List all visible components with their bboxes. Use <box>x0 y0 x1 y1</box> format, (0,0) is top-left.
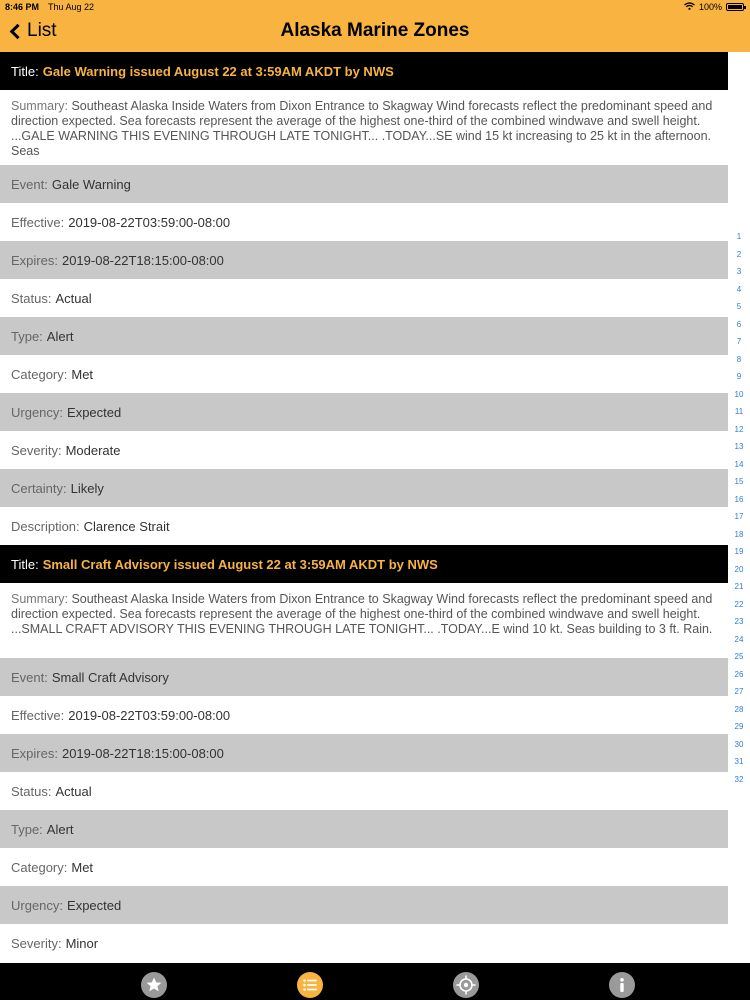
field-label: Description: <box>11 518 80 534</box>
field-label: Urgency: <box>11 897 64 913</box>
section-index-link[interactable]: 18 <box>734 529 744 539</box>
section-index-link[interactable]: 28 <box>734 704 744 714</box>
expires-value: 2019-08-22T18:15:00-08:00 <box>61 252 224 268</box>
tab-favorites[interactable] <box>141 972 167 998</box>
star-icon <box>141 972 167 998</box>
section-index-link[interactable]: 4 <box>736 284 742 294</box>
field-label: Type: <box>11 328 43 344</box>
section-index-link[interactable]: 16 <box>734 494 744 504</box>
certainty-row <box>0 469 728 507</box>
section-index-link[interactable]: 10 <box>734 389 744 399</box>
field-label: Title: <box>11 63 39 79</box>
effective-value: 2019-08-22T03:59:00-08:00 <box>68 214 231 230</box>
field-label: Title: <box>11 556 39 572</box>
section-index-link[interactable]: 11 <box>734 407 744 416</box>
status-value: Actual <box>55 783 92 799</box>
section-index-link[interactable]: 14 <box>734 459 744 469</box>
field-label: Summary: <box>11 99 68 113</box>
field-label: Expires: <box>11 745 58 761</box>
section-index-link[interactable]: 26 <box>734 669 744 679</box>
status-row <box>0 279 728 317</box>
field-label: Category: <box>11 859 68 875</box>
urgency-row <box>0 393 728 431</box>
category-row <box>0 848 728 886</box>
alert-title: Small Craft Advisory issued August 22 at 3:59AM AKDT by NWS <box>42 556 438 572</box>
section-index-link[interactable]: 24 <box>734 634 744 644</box>
tab-location[interactable] <box>453 972 479 998</box>
page-title: Alaska Marine Zones <box>280 20 470 41</box>
urgency-row <box>0 886 728 924</box>
section-index-link[interactable]: 8 <box>736 354 742 364</box>
severity-row <box>0 924 728 962</box>
field-label: Event: <box>11 669 48 685</box>
effective-row <box>0 696 728 734</box>
section-index-link[interactable]: 25 <box>734 652 744 661</box>
type-value: Alert <box>46 328 74 344</box>
event-row <box>0 165 728 203</box>
navigation-bar <box>0 14 750 52</box>
status-date: Thu Aug 22 <box>48 2 95 12</box>
category-row <box>0 355 728 393</box>
severity-row <box>0 431 728 469</box>
field-label: Expires: <box>11 252 58 268</box>
urgency-value: Expected <box>67 897 122 913</box>
section-index-link[interactable]: 9 <box>736 372 742 381</box>
status-time: 8:46 PM <box>5 2 40 12</box>
expires-row <box>0 241 728 279</box>
field-label: Summary: <box>11 592 68 606</box>
section-index-link[interactable]: 20 <box>734 564 744 574</box>
alert-title-row[interactable] <box>0 52 728 90</box>
alert-summary <box>0 90 728 165</box>
tab-list[interactable] <box>297 972 323 998</box>
alert-summary <box>0 583 728 658</box>
field-label: Certainty: <box>11 480 67 496</box>
section-index-link[interactable]: 3 <box>736 267 742 276</box>
section-index-link[interactable]: 29 <box>734 722 744 731</box>
battery-icon <box>726 3 744 11</box>
section-index-link[interactable]: 22 <box>734 599 744 609</box>
field-label: Category: <box>11 366 68 382</box>
status-bar <box>0 0 750 14</box>
section-index-link[interactable]: 15 <box>734 477 744 486</box>
section-index-link[interactable]: 1 <box>736 232 742 241</box>
section-index-link[interactable]: 5 <box>736 302 742 311</box>
section-index-link[interactable]: 17 <box>734 512 744 521</box>
section-index-link[interactable]: 30 <box>734 739 744 749</box>
info-icon <box>609 972 635 998</box>
type-row <box>0 317 728 355</box>
list-icon <box>297 972 323 998</box>
field-label: Effective: <box>11 214 65 230</box>
description-value: Clarence Strait <box>83 518 170 534</box>
field-label: Effective: <box>11 707 65 723</box>
section-index-link[interactable]: 31 <box>734 757 744 766</box>
status-value: Actual <box>55 290 92 306</box>
summary-text: Southeast Alaska Inside Waters from Dixon Entrance to Skagway Wind forecasts reflect the predominant speed and direction expected. Sea forecasts represent the average of the highest one-third of the combined windwave and swell height. ...GALE WARNING THIS EVENING THROUGH LATE TONIGHT... .TODAY...SE wind 15 kt increasing to 25 kt in the afternoon. Seas <box>11 99 713 158</box>
category-value: Met <box>71 366 94 382</box>
section-index-link[interactable]: 12 <box>734 424 744 434</box>
location-target-icon <box>453 972 479 998</box>
section-index-link[interactable]: 19 <box>734 547 744 556</box>
alert-list[interactable] <box>0 52 728 963</box>
status-right <box>684 2 744 12</box>
section-index-link[interactable]: 27 <box>734 687 744 696</box>
section-index-link[interactable]: 23 <box>734 617 744 626</box>
effective-row <box>0 203 728 241</box>
tab-info[interactable] <box>609 972 635 998</box>
effective-value: 2019-08-22T03:59:00-08:00 <box>68 707 231 723</box>
alert-title-row[interactable] <box>0 545 728 583</box>
section-index-link[interactable]: 32 <box>734 774 744 784</box>
severity-value: Moderate <box>65 442 121 458</box>
section-index-link[interactable]: 6 <box>736 319 742 329</box>
event-row <box>0 658 728 696</box>
certainty-value: Likely <box>70 480 104 496</box>
field-label: Severity: <box>11 442 62 458</box>
section-index-link[interactable]: 7 <box>736 337 742 346</box>
back-button-label: List <box>27 20 57 41</box>
type-row <box>0 810 728 848</box>
category-value: Met <box>71 859 94 875</box>
field-label: Urgency: <box>11 404 64 420</box>
section-index[interactable] <box>728 228 750 788</box>
field-label: Type: <box>11 821 43 837</box>
section-index-link[interactable]: 13 <box>734 442 744 451</box>
severity-value: Minor <box>65 935 99 951</box>
status-row <box>0 772 728 810</box>
field-label: Status: <box>11 290 52 306</box>
alert-title: Gale Warning issued August 22 at 3:59AM AKDT by NWS <box>42 63 394 79</box>
battery-percent: 100% <box>698 2 722 12</box>
type-value: Alert <box>46 821 74 837</box>
event-value: Small Craft Advisory <box>51 669 169 685</box>
event-value: Gale Warning <box>51 176 131 192</box>
expires-row <box>0 734 728 772</box>
field-label: Status: <box>11 783 52 799</box>
tab-bar <box>0 963 750 1000</box>
description-row <box>0 507 728 545</box>
field-label: Event: <box>11 176 48 192</box>
expires-value: 2019-08-22T18:15:00-08:00 <box>61 745 224 761</box>
wifi-icon <box>684 2 695 12</box>
summary-text: Southeast Alaska Inside Waters from Dixon Entrance to Skagway Wind forecasts reflect the predominant speed and direction expected. Sea forecasts represent the average of the highest one-third of the combined windwave and swell height. ...SMALL CRAFT ADVISORY THIS EVENING THROUGH LATE TONIGHT... .TODAY...E wind 10 kt. Seas building to 3 ft. Rain. <box>11 592 713 636</box>
urgency-value: Expected <box>67 404 122 420</box>
section-index-link[interactable]: 21 <box>734 582 744 591</box>
section-index-link[interactable]: 2 <box>736 249 742 259</box>
field-label: Severity: <box>11 935 62 951</box>
